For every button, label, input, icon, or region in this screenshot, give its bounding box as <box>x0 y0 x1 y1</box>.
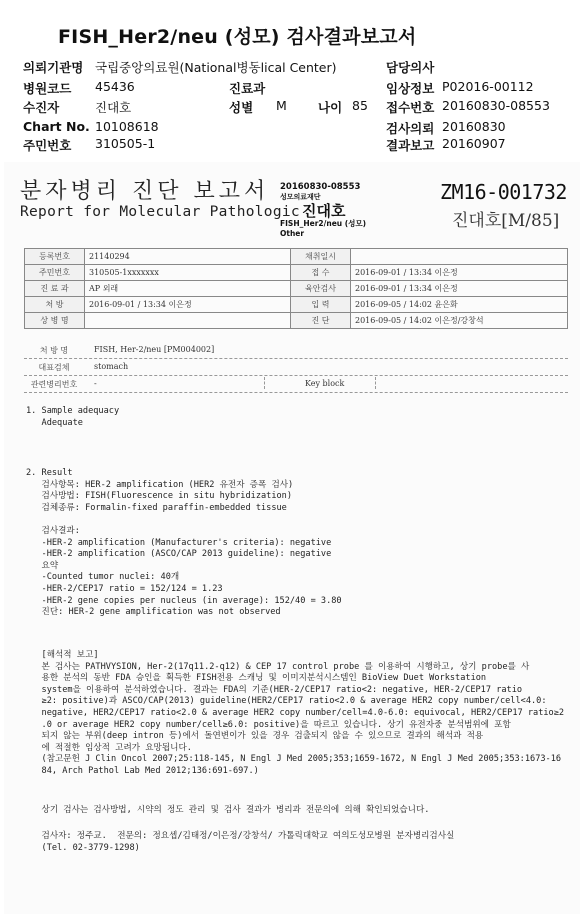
field-value: 국립중앙의료원(National병동lical Center) <box>95 60 337 75</box>
field-value: 45436 <box>95 79 135 94</box>
sticker-hospital: 성모의료재단 <box>280 193 321 201</box>
table-row <box>25 265 568 281</box>
field-label: 병원코드 <box>23 81 72 96</box>
table-cell: 2016-09-05 / 14:02 윤은화 <box>351 297 568 313</box>
header-row <box>0 79 582 97</box>
table-cell: 310505-1xxxxxxx <box>85 265 291 281</box>
confirmation-note: 상기 검사는 검사방법, 시약의 정도 관리 및 검사 결과가 병리과 전문의에 의해 확인되었습니다. <box>26 805 430 815</box>
table-row <box>24 359 568 376</box>
table-label: 진 단 <box>291 313 351 329</box>
key-block-cell <box>264 377 376 389</box>
field-label: 검사의뢰 <box>386 121 435 136</box>
table-label: 관련병리번호 <box>30 380 78 389</box>
field-label: 주민번호 <box>23 138 72 153</box>
table-cell: 2016-09-01 / 13:34 이은정 <box>85 297 291 313</box>
table-label: 육안검사 <box>291 281 351 297</box>
section-result: 2. Result 검사항목: HER-2 amplification (HER2 유전자 증폭 검사) 검사방법: FISH(Fluorescence in situ hybridization) 검체종류: Formalin-fixed paraffin-embedded tissue 검사결과: -HER-2 amplification (Manufacturer's criteria): negative -HER-2 amplification (ASCO/CAP 2013 guideline): negative 요약 -Counted tumor nuclei: 40개 -HER-2/CEP17 ratio = 152/124 = 1.23 -HER-2 gene copies per nucleus (in average): 152/40 = 3.80 진단: HER-2 gene amplification was not observed <box>26 468 342 618</box>
table-label: 대표검체 <box>38 363 70 372</box>
table-cell: stomach <box>94 362 129 371</box>
sticker-code: 20160830-08553 <box>280 182 361 192</box>
table-row <box>25 249 568 265</box>
page-title: FISH_Her2/neu (성모) 검사결과보고서 <box>58 26 417 48</box>
key-block-label: Key block <box>305 379 345 388</box>
field-label: 수진자 <box>23 100 60 115</box>
field-label: 담당의사 <box>386 60 435 75</box>
scanned-report <box>4 162 580 914</box>
field-value: 20160830-08553 <box>442 98 550 113</box>
field-value: P02016-00112 <box>442 79 534 94</box>
report-subtitle: Report for Molecular Pathologic <box>20 204 300 220</box>
table-label: 처 방 명 <box>39 346 69 355</box>
interpretive-report: [해석적 보고] 본 검사는 PATHVYSION, Her-2(17q11.2-q12) & CEP 17 control probe 를 이용하여 시행하고, 상기 probe를 사 용한 분석의 동반 FDA 승인을 획득한 FISH전용 스캐닝 및 이미지분석시스템인 BioView Duet Workstation system을 이용하여 분석하였습니다. 결과는 FDA의 기준(HER-2/CEP17 ratio<2: negative, HER-2/CEP17 ratio ≥2: positive)과 ASCO/CAP(2013) guideline(HER2/CEP17 ratio<2.0 & average HER2 copy number/cell<4.0: negative, HER2/CEP17 ratio<2.0 & average HER2 copy number/cell=4.0-6.0: equivocal, HER2/CEP17 ratio≥2 .0 or average HER2 copy number/cell≥6.0: positive)을 따르고 있습니다. 상기 유전자중 분석범위에 포함 되지 않는 부위(deep intron 등)에서 돌연변이가 있을 경우 검출되지 않을 수 있으므로 결과의 해석과 적용 에 적절한 임상적 고려가 요망됩니다. (참고문헌 J Clin Oncol 2007;25:118-145, N Engl J Med 2005;353;1659-1672, N Engl J Med 2005;353:1673-16 84, Arch Pathol Lab Med 2012;136:691-697.) <box>41 650 565 776</box>
field-label: 나이 <box>318 100 343 115</box>
table-row <box>24 376 568 393</box>
field-label: 결과보고 <box>386 138 435 153</box>
section-sample-adequacy: 1. Sample adequacy Adequate <box>26 406 120 428</box>
table-row <box>25 281 568 297</box>
header-row <box>0 98 582 116</box>
examiner-info: 검사자: 정주교. 전문의: 정요셉/김태정/이은정/강창석/ 가톨릭대학교 여의도성모병원 분자병리검사실 (Tel. 02-3779-1298) <box>41 831 455 853</box>
order-table <box>24 342 568 393</box>
table-label: 접 수 <box>291 265 351 281</box>
case-number: ZM16-001732 <box>440 180 567 204</box>
table-cell: AP 외래 <box>85 281 291 297</box>
field-value: M <box>276 98 287 113</box>
sticker-test: FISH_Her2/neu (성모) <box>280 219 367 228</box>
table-cell <box>351 249 568 265</box>
table-cell <box>85 313 291 329</box>
table-row <box>25 313 568 329</box>
field-value: 20160907 <box>442 136 506 151</box>
table-label: 주민번호 <box>25 265 85 281</box>
report-header <box>0 0 582 158</box>
table-row <box>24 342 568 359</box>
table-label: 진 료 과 <box>25 281 85 297</box>
field-value: 85 <box>352 98 368 113</box>
field-value: 310505-1 <box>95 136 156 151</box>
field-label: 임상정보 <box>386 81 435 96</box>
table-cell: 2016-09-01 / 13:34 이은정 <box>351 281 568 297</box>
sticker-other: Other <box>280 229 305 238</box>
header-row <box>0 58 582 76</box>
table-cell: FISH, Her-2/neu [PM004002] <box>94 345 215 354</box>
field-label: 의뢰기관명 <box>23 60 84 75</box>
report-title: 분자병리 진단 보고서 <box>20 179 270 204</box>
field-value: 10108618 <box>95 119 159 134</box>
table-label: 채취일시 <box>291 249 351 265</box>
table-label: 등록번호 <box>25 249 85 265</box>
field-label: 진료과 <box>229 81 266 96</box>
table-cell: 2016-09-01 / 13:34 이은정 <box>351 265 568 281</box>
table-row <box>25 297 568 313</box>
field-label: 성별 <box>229 100 254 115</box>
table-label: 입 력 <box>291 297 351 313</box>
table-cell: 21140294 <box>85 249 291 265</box>
header-row <box>0 119 582 137</box>
info-table <box>24 248 568 329</box>
table-label: 상 병 명 <box>25 313 85 329</box>
header-row <box>0 136 582 154</box>
patient-name: 진대호[M/85] <box>452 211 560 231</box>
field-label: Chart No. <box>23 119 90 134</box>
table-label: 처 방 <box>25 297 85 313</box>
field-label: 접수번호 <box>386 100 435 115</box>
table-cell: - <box>94 379 97 388</box>
sticker-name: 진대호 <box>302 202 346 220</box>
field-value: 20160830 <box>442 119 506 134</box>
field-value: 진대호 <box>95 100 132 115</box>
table-cell: 2016-09-05 / 14:02 이은정/강창석 <box>351 313 568 329</box>
